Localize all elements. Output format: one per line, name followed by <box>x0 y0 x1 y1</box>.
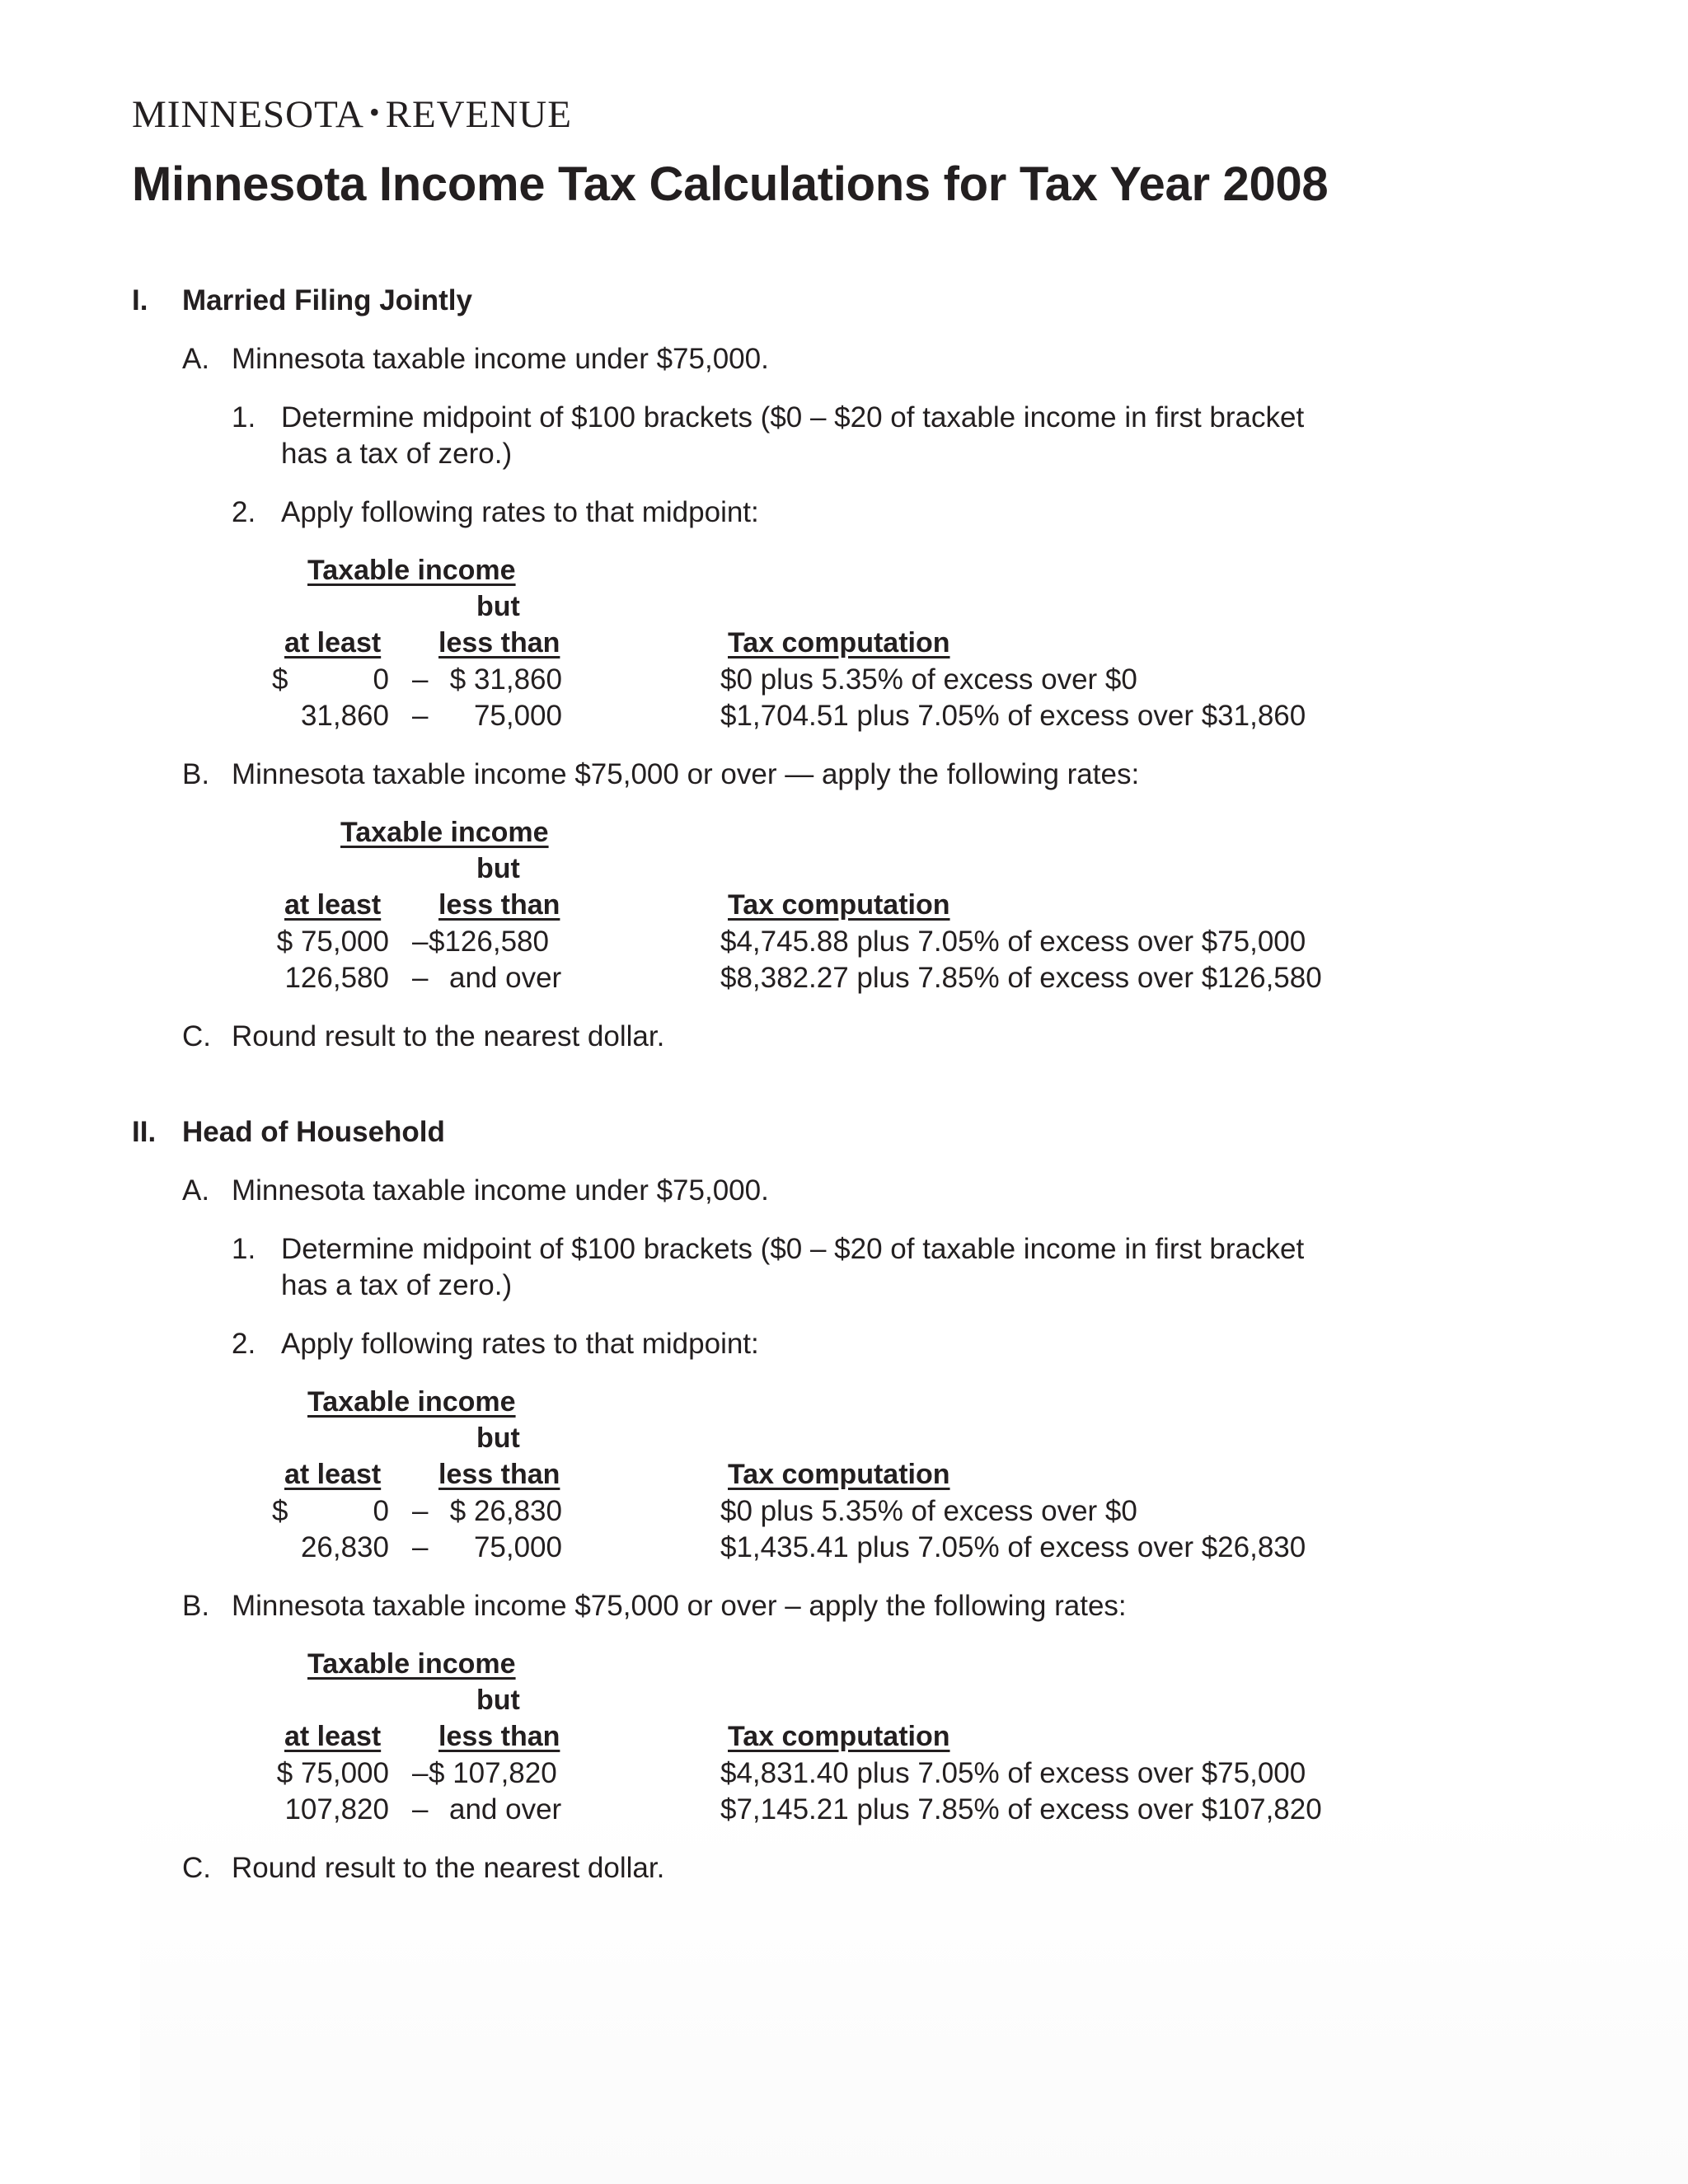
section-title: Head of Household <box>182 1116 445 1148</box>
item-letter: C. <box>182 1852 211 1884</box>
section-title: Married Filing Jointly <box>182 284 472 316</box>
tax-computation-value: $7,145.21 plus 7.85% of excess over $107,820 <box>720 1793 1322 1825</box>
item-text: Minnesota taxable income $75,000 or over – apply the following rates: <box>232 1590 1127 1622</box>
header-at-least: at least <box>284 1459 382 1490</box>
header-at-least: at least <box>284 1721 382 1752</box>
step-number: 1. <box>232 1233 256 1265</box>
header-tax-computation: Tax computation <box>728 627 950 658</box>
at-least-value: 0 <box>373 1495 389 1527</box>
step-number: 1. <box>232 401 256 434</box>
at-least-value: 0 <box>373 663 389 696</box>
header-taxable-income: Taxable income <box>307 1386 516 1418</box>
item-text: Round result to the nearest dollar. <box>232 1852 665 1884</box>
step-text: Determine midpoint of $100 brackets ($0 – $20 of taxable income in first bracket <box>281 1233 1305 1265</box>
header-taxable-income: Taxable income <box>340 817 549 848</box>
range-dash: – <box>412 962 429 994</box>
header-taxable-income: Taxable income <box>307 555 516 586</box>
header-tax-computation: Tax computation <box>728 1459 950 1490</box>
header-at-least: at least <box>284 889 382 921</box>
at-least-value: 107,820 <box>284 1793 389 1825</box>
less-than-value: $ 26,830 <box>449 1495 562 1527</box>
range-dash: – <box>412 663 429 696</box>
item-letter: C. <box>182 1020 211 1052</box>
range-dash: – <box>412 1757 429 1789</box>
header-less-than: less than <box>438 1459 560 1490</box>
less-than-value: $ 31,860 <box>449 663 562 696</box>
currency-sign: $ <box>272 1495 288 1527</box>
brand-right: REVENUE <box>385 93 572 136</box>
at-least-value: $ 75,000 <box>276 1757 389 1789</box>
brand-separator: • <box>369 96 381 129</box>
brand-logo <box>132 92 572 137</box>
range-dash: – <box>412 926 429 958</box>
item-letter: B. <box>182 1590 210 1622</box>
step-text: Apply following rates to that midpoint: <box>281 1328 759 1360</box>
header-but: but <box>476 1422 520 1454</box>
item-text: Minnesota taxable income under $75,000. <box>232 343 769 375</box>
step-number: 2. <box>232 1328 256 1360</box>
less-than-value: $ 107,820 <box>429 1757 557 1789</box>
header-tax-computation: Tax computation <box>728 889 950 921</box>
currency-sign: $ <box>272 663 288 696</box>
header-but: but <box>476 1685 520 1716</box>
tax-computation-value: $0 plus 5.35% of excess over $0 <box>720 663 1137 696</box>
item-text: Minnesota taxable income $75,000 or over — apply the following rates: <box>232 758 1140 790</box>
range-dash: – <box>412 700 429 732</box>
page-title: Minnesota Income Tax Calculations for Tax Year 2008 <box>132 157 1329 211</box>
header-at-least: at least <box>284 627 382 658</box>
less-than-value: and over <box>449 962 562 994</box>
item-text: Minnesota taxable income under $75,000. <box>232 1174 769 1207</box>
at-least-value: 31,860 <box>300 700 389 732</box>
section-number: I. <box>132 284 148 316</box>
header-tax-computation: Tax computation <box>728 1721 950 1752</box>
step-text-continued: has a tax of zero.) <box>281 438 513 470</box>
tax-computation-value: $1,435.41 plus 7.05% of excess over $26,830 <box>720 1531 1306 1563</box>
item-text: Round result to the nearest dollar. <box>232 1020 665 1052</box>
at-least-value: 26,830 <box>300 1531 389 1563</box>
brand-left: MINNESOTA <box>132 93 365 136</box>
less-than-value: 75,000 <box>473 700 562 732</box>
less-than-value: $126,580 <box>429 926 549 958</box>
at-least-value: 126,580 <box>284 962 389 994</box>
step-text-continued: has a tax of zero.) <box>281 1269 513 1301</box>
tax-computation-value: $1,704.51 plus 7.05% of excess over $31,860 <box>720 700 1306 732</box>
item-letter: B. <box>182 758 210 790</box>
step-text: Apply following rates to that midpoint: <box>281 496 759 528</box>
tax-computation-value: $0 plus 5.35% of excess over $0 <box>720 1495 1137 1527</box>
header-but: but <box>476 591 520 622</box>
section-number: II. <box>132 1116 157 1148</box>
step-text: Determine midpoint of $100 brackets ($0 – $20 of taxable income in first bracket <box>281 401 1305 434</box>
item-letter: A. <box>182 1174 210 1207</box>
tax-computation-value: $4,831.40 plus 7.05% of excess over $75,000 <box>720 1757 1306 1789</box>
item-letter: A. <box>182 343 210 375</box>
tax-computation-value: $4,745.88 plus 7.05% of excess over $75,000 <box>720 926 1306 958</box>
less-than-value: and over <box>449 1793 562 1825</box>
header-taxable-income: Taxable income <box>307 1648 516 1680</box>
range-dash: – <box>412 1495 429 1527</box>
header-less-than: less than <box>438 1721 560 1752</box>
less-than-value: 75,000 <box>473 1531 562 1563</box>
header-less-than: less than <box>438 889 560 921</box>
at-least-value: $ 75,000 <box>276 926 389 958</box>
range-dash: – <box>412 1793 429 1825</box>
header-but: but <box>476 853 520 884</box>
step-number: 2. <box>232 496 256 528</box>
range-dash: – <box>412 1531 429 1563</box>
tax-computation-value: $8,382.27 plus 7.85% of excess over $126,580 <box>720 962 1322 994</box>
header-less-than: less than <box>438 627 560 658</box>
